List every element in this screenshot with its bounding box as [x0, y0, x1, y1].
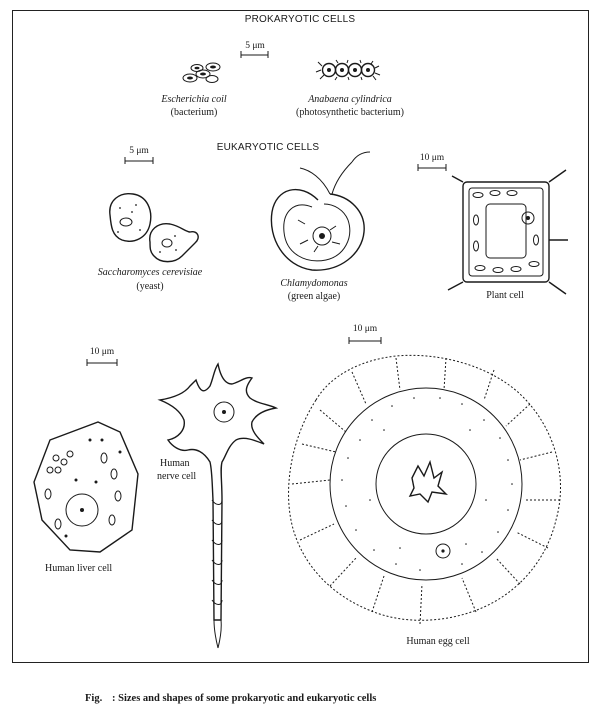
scale-label-plant: 10 μm — [419, 153, 445, 163]
scale-bar-liver — [87, 359, 117, 366]
label-nerve-line2: nerve cell — [157, 471, 197, 482]
label-nerve-line1: Human — [160, 458, 190, 469]
yeast-cells — [110, 194, 198, 262]
scale-label-prokaryotic: 5 μm — [245, 41, 265, 51]
label-chlamydomonas-name: Chlamydomonas — [280, 278, 348, 289]
caption-prefix: Fig. — [85, 693, 103, 704]
heading-eukaryotic: EUKARYOTIC CELLS — [216, 142, 320, 153]
label-chlamydomonas-desc: (green algae) — [287, 291, 341, 302]
egg-cell — [289, 355, 561, 624]
label-ecoli-name: Escherichia coil — [161, 94, 227, 105]
scale-bar-egg — [349, 337, 381, 344]
label-anabaena-desc: (photosynthetic bacterium) — [295, 107, 405, 118]
heading-prokaryotic: PROKARYOTIC CELLS — [244, 14, 356, 25]
ecoli-cells — [183, 63, 220, 83]
label-anabaena-name: Anabaena cylindrica — [308, 94, 392, 105]
scale-label-liver: 10 μm — [89, 347, 115, 357]
label-yeast-name: Saccharomyces cerevisiae — [97, 267, 203, 278]
label-plant-cell: Plant cell — [486, 290, 524, 301]
label-yeast-desc: (yeast) — [136, 281, 164, 292]
scale-label-egg: 10 μm — [352, 324, 378, 334]
anabaena-filament — [316, 60, 380, 80]
scale-bar-plant — [418, 164, 446, 171]
scale-bar-yeast — [125, 157, 153, 164]
label-egg-cell: Human egg cell — [406, 636, 470, 647]
plant-cell — [448, 170, 568, 294]
caption-text: : Sizes and shapes of some prokaryotic and eukaryotic cells — [112, 693, 377, 704]
label-liver-cell: Human liver cell — [45, 563, 113, 574]
scale-label-yeast: 5 μm — [129, 146, 149, 156]
chlamydomonas-cell — [271, 152, 370, 270]
scale-bar-prokaryotic — [241, 51, 268, 58]
nerve-cell — [160, 364, 276, 648]
label-ecoli-desc: (bacterium) — [170, 107, 218, 118]
liver-cell — [34, 422, 138, 552]
